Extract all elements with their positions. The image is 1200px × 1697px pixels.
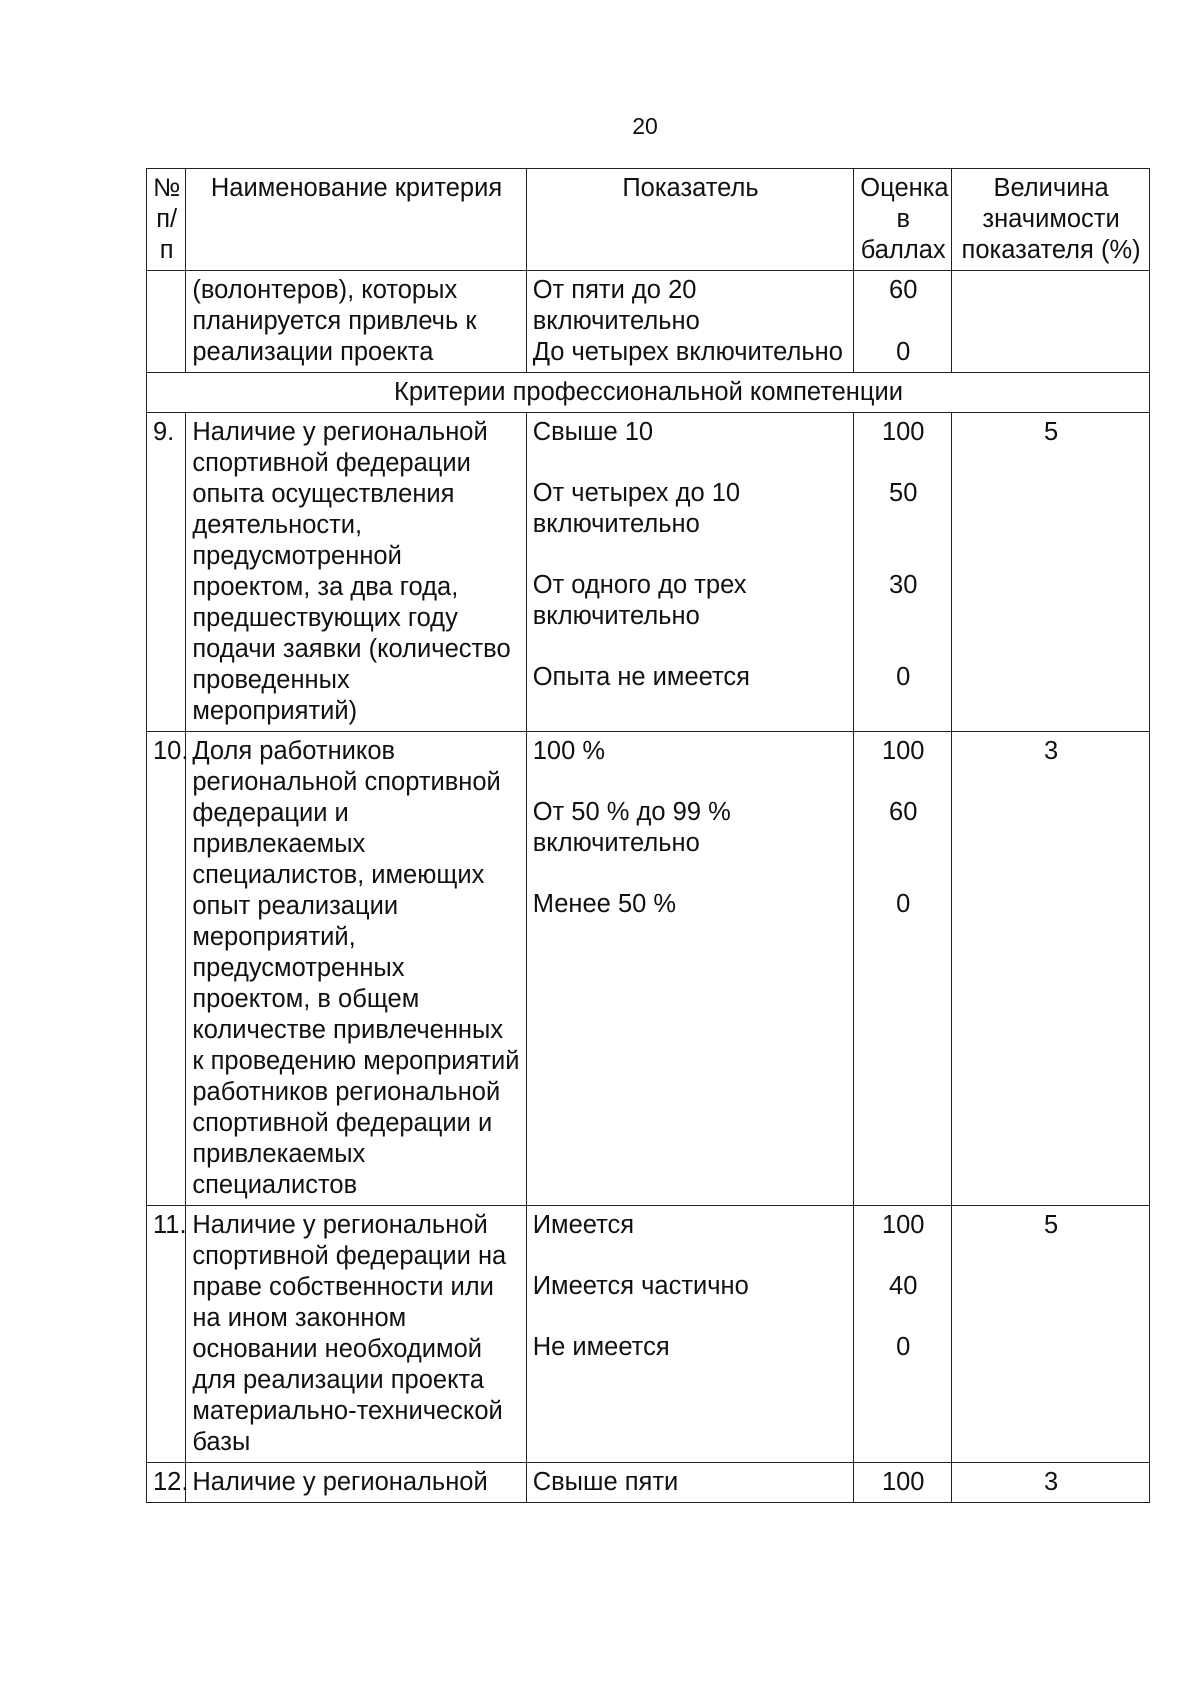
score-cell <box>854 271 952 373</box>
weight-cell: 3 <box>952 1463 1150 1503</box>
row-num: 11. <box>147 1206 186 1463</box>
weight-cell: 5 <box>952 413 1150 732</box>
score-value: 0 <box>896 890 911 918</box>
indicator-option: 100 % <box>532 737 606 765</box>
score-value: 100 <box>881 1211 925 1239</box>
criterion-name: Наличие у региональной спортивной федерации на праве собственности или на ином законном основании необходимой для реализации проекта материально-технической базы <box>186 1206 526 1463</box>
criterion-name: Наличие у региональной <box>186 1463 526 1503</box>
row-num <box>147 271 186 373</box>
indicator-cell <box>526 1463 854 1503</box>
table-header-row <box>147 169 1150 271</box>
score-value: 60 <box>889 798 918 826</box>
indicator-option: До четырех включительно <box>532 338 843 366</box>
score-value: 100 <box>881 418 925 446</box>
table-row <box>147 732 1150 1206</box>
criterion-name: (волонтеров), которых планируется привлечь к реализации проекта <box>186 271 526 373</box>
score-value: 50 <box>889 479 918 507</box>
section-title: Критерии профессиональной компетенции <box>147 373 1150 413</box>
header-score: Оценка в баллах <box>854 169 952 271</box>
indicator-option: Опыта не имеется <box>532 663 750 691</box>
indicator-cell <box>526 1206 854 1463</box>
page-number: 20 <box>632 113 658 139</box>
header-num: № п/п <box>147 169 186 271</box>
indicator-cell <box>526 271 854 373</box>
score-value: 100 <box>881 1468 925 1496</box>
score-value: 0 <box>896 1333 911 1361</box>
criterion-name: Наличие у региональной спортивной федерации опыта осуществления деятельности, предусмотренной проектом, за два года, предшествующих году подачи заявки (количество проведенных мероприятий) <box>186 413 526 732</box>
criterion-name: Доля работников региональной спортивной федерации и привлекаемых специалистов, имеющих опыт реализации мероприятий, предусмотренных проектом, в общем количестве привлеченных к проведению мероприятий работников региональной спортивной федерации и привлекаемых специалистов <box>186 732 526 1206</box>
indicator-option: Имеется <box>532 1211 635 1239</box>
section-row <box>147 373 1150 413</box>
criteria-table <box>146 168 1150 1503</box>
score-value: 100 <box>881 737 925 765</box>
indicator-option: От 50 % до 99 % включительно <box>532 798 731 857</box>
indicator-option: Менее 50 % <box>532 890 677 918</box>
indicator-cell <box>526 413 854 732</box>
score-value: 0 <box>896 338 911 366</box>
weight-cell: 5 <box>952 1206 1150 1463</box>
row-num: 10. <box>147 732 186 1206</box>
indicator-cell <box>526 732 854 1206</box>
header-name: Наименование критерия <box>186 169 526 271</box>
score-value: 30 <box>889 571 918 599</box>
score-value: 40 <box>889 1272 918 1300</box>
table-row <box>147 1206 1150 1463</box>
weight-cell <box>952 271 1150 373</box>
score-cell <box>854 1463 952 1503</box>
score-cell <box>854 413 952 732</box>
indicator-option: От одного до трех включительно <box>532 571 747 630</box>
table-row-continued <box>147 271 1150 373</box>
weight-cell: 3 <box>952 732 1150 1206</box>
indicator-option: От четырех до 10 включительно <box>532 479 741 538</box>
indicator-option: Свыше 10 <box>532 418 654 446</box>
header-weight: Величина значимости показателя (%) <box>952 169 1150 271</box>
indicator-option: От пяти до 20 включительно <box>532 276 700 335</box>
score-cell <box>854 732 952 1206</box>
score-value: 60 <box>889 276 918 304</box>
score-value: 0 <box>896 663 911 691</box>
table-row <box>147 413 1150 732</box>
row-num: 9. <box>147 413 186 732</box>
indicator-option: Не имеется <box>532 1333 670 1361</box>
header-indicator: Показатель <box>526 169 854 271</box>
table-row <box>147 1463 1150 1503</box>
score-cell <box>854 1206 952 1463</box>
indicator-option: Имеется частично <box>532 1272 749 1300</box>
row-num: 12. <box>147 1463 186 1503</box>
indicator-option: Свыше пяти <box>532 1468 679 1496</box>
